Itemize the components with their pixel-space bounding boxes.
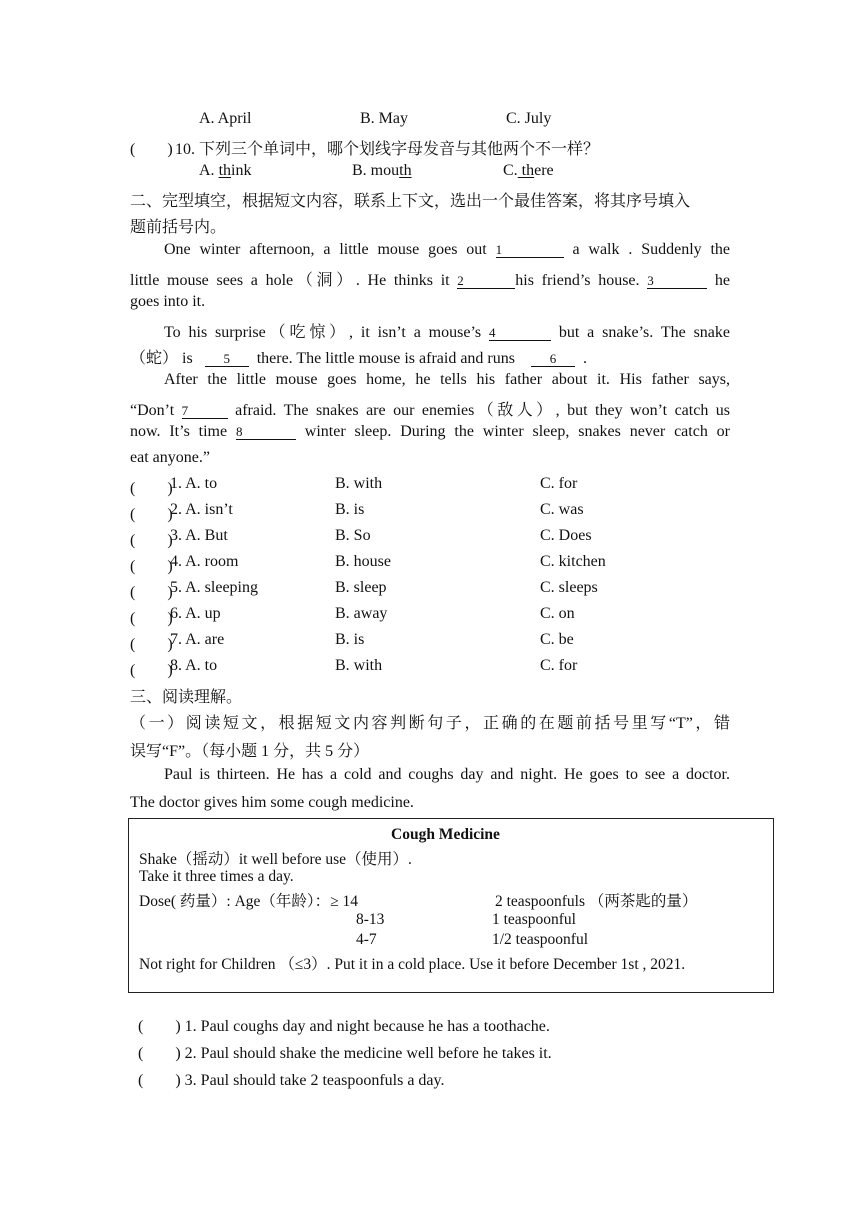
option-row <box>0 605 860 631</box>
passage-text: but a snake’s. The snake <box>558 324 731 341</box>
medicine-dose-adult: 2 teaspoonfuls （两茶匙的量） <box>495 893 698 910</box>
q10-option-c-rest: ere <box>534 162 554 179</box>
option-row <box>0 657 860 683</box>
q10-option-b-prefix: B. mou <box>352 162 400 179</box>
option-b: B. with <box>335 657 383 674</box>
q10-option-b <box>352 162 412 180</box>
option-c: C. kitchen <box>540 553 606 570</box>
blank-2: 2 <box>457 274 515 289</box>
answer-paren: ( ) <box>138 1072 181 1089</box>
q10-option-a-prefix: A. <box>199 162 219 179</box>
medicine-shake-line: Shake（摇动）it well before use（使用）. <box>139 851 412 868</box>
medicine-dose-label: Dose( 药量）: Age（年龄）：≥ 14 <box>139 893 359 910</box>
medicine-age-4-7: 4-7 <box>356 931 377 948</box>
passage-text: winter sleep. During the winter sleep, snakes never catch or <box>304 423 731 440</box>
passage-p1-line3: goes into it. <box>130 293 206 310</box>
blank-4: 4 <box>489 326 551 341</box>
option-row <box>0 631 860 657</box>
option-a: 1. A. to <box>170 475 218 492</box>
blank-3: 3 <box>647 274 707 289</box>
option-c: C. for <box>540 475 578 492</box>
blank-5: 5 <box>205 352 249 367</box>
passage-text: afraid. The snakes are our enemies（敌人）, but they won’t catch us <box>235 402 731 419</box>
option-row <box>0 475 860 501</box>
option-a: 7. A. are <box>170 631 225 648</box>
blank-1: 1 <box>496 243 564 258</box>
reading-intro-line2: The doctor gives him some cough medicine. <box>130 794 414 811</box>
section3-instruction-line1: （一）阅读短文，根据短文内容判断句子，正确的在题前括号里写“T”，错 <box>130 715 730 732</box>
medicine-warning-note: Not right for Children （≤3）. Put it in a cold place. Use it before December 1st , 2021. <box>139 956 686 973</box>
answer-paren: ( ) <box>138 1018 181 1035</box>
option-b: B. house <box>335 553 391 570</box>
passage-p2-line1 <box>164 319 730 342</box>
q10-option-a-rest: ink <box>231 162 252 179</box>
option-c: C. Does <box>540 527 592 544</box>
option-b: B. is <box>335 631 365 648</box>
passage-p3-line3 <box>130 423 730 441</box>
option-a: 5. A. sleeping <box>170 579 258 596</box>
option-c: C. be <box>540 631 574 648</box>
section3-instruction-line2: 误写“F”。（每小题 1 分，共 5 分） <box>130 743 370 760</box>
passage-text: （蛇） is <box>130 350 193 367</box>
option-b: B. with <box>335 475 383 492</box>
passage-p1-line2 <box>130 267 730 290</box>
medicine-frequency-line: Take it three times a day. <box>139 868 294 885</box>
passage-text: . <box>582 350 587 367</box>
passage-text: he <box>714 272 731 289</box>
option-a: 6. A. up <box>170 605 221 622</box>
passage-text: there. The little mouse is afraid and runs <box>256 350 515 367</box>
q10-option-c <box>503 162 554 180</box>
answer-paren: ( ) <box>130 584 173 601</box>
tf-question-text: 1. Paul coughs day and night because he has a toothache. <box>184 1018 550 1035</box>
passage-text: To his surprise（吃惊）, it isn’t a mouse’s <box>164 324 482 341</box>
q9-option-c: C. July <box>506 110 552 127</box>
option-c: C. was <box>540 501 584 518</box>
tf-question <box>138 1013 550 1036</box>
tf-question <box>138 1067 444 1090</box>
medicine-title: Cough Medicine <box>391 826 500 843</box>
option-b: B. away <box>335 605 388 622</box>
medicine-label-box <box>128 818 774 993</box>
answer-paren: ( ) <box>130 662 173 679</box>
option-c: C. sleeps <box>540 579 598 596</box>
passage-p1-line1 <box>164 241 730 259</box>
answer-paren: ( ) <box>130 636 173 653</box>
passage-text: “Don’t <box>130 402 175 419</box>
passage-p3-line1: After the little mouse goes home, he tells his father about it. His father says, <box>164 371 730 388</box>
passage-p2-line2 <box>130 345 730 368</box>
passage-p3-line4: eat anyone.” <box>130 449 210 466</box>
option-a: 3. A. But <box>170 527 228 544</box>
q9-option-b: B. May <box>360 110 408 127</box>
option-c: C. on <box>540 605 575 622</box>
q10-option-a <box>199 162 251 180</box>
answer-paren: ( ) <box>130 480 173 497</box>
blank-8: 8 <box>236 425 296 440</box>
option-a: 4. A. room <box>170 553 239 570</box>
medicine-dose-8-13: 1 teaspoonful <box>492 911 576 928</box>
option-row <box>0 501 860 527</box>
q10-stem: 10. 下列三个单词中，哪个划线字母发音与其他两个不一样？ <box>175 141 600 158</box>
option-a: 8. A. to <box>170 657 218 674</box>
passage-text: now. It’s time <box>130 423 228 440</box>
passage-p3-line2 <box>130 397 730 420</box>
blank-6: 6 <box>531 352 575 367</box>
option-b: B. is <box>335 501 365 518</box>
option-c: C. for <box>540 657 578 674</box>
q10-option-b-underlined: th <box>399 162 412 179</box>
tf-question <box>138 1040 552 1063</box>
q10-option-c-prefix: C. <box>503 162 518 179</box>
medicine-dose-4-7: 1/2 teaspoonful <box>492 931 588 948</box>
answer-paren: ( ) <box>138 1045 181 1062</box>
q9-option-a: A. April <box>199 110 252 127</box>
q10-option-c-underlined: th <box>517 162 535 179</box>
section2-heading-line1: 二、完型填空，根据短文内容，联系上下文，选出一个最佳答案，将其序号填入 <box>130 193 691 210</box>
option-row <box>0 579 860 605</box>
passage-text: his friend’s house. <box>515 272 640 289</box>
section2-heading-line2: 题前括号内。 <box>130 219 227 236</box>
q10-answer-paren: ( ) <box>130 141 173 158</box>
reading-intro-line1: Paul is thirteen. He has a cold and coughs day and night. He goes to see a doctor. <box>164 766 730 783</box>
option-row <box>0 527 860 553</box>
option-b: B. sleep <box>335 579 387 596</box>
passage-text: a walk . Suddenly the <box>572 241 731 258</box>
passage-text: little mouse sees a hole（洞）. He thinks it <box>130 272 450 289</box>
answer-paren: ( ) <box>130 506 173 523</box>
option-b: B. So <box>335 527 371 544</box>
tf-question-text: 2. Paul should shake the medicine well before he takes it. <box>184 1045 552 1062</box>
answer-paren: ( ) <box>130 610 173 627</box>
option-a: 2. A. isn’t <box>170 501 233 518</box>
q10-option-a-underlined: th <box>218 162 232 179</box>
passage-text: One winter afternoon, a little mouse goes out <box>164 241 487 258</box>
option-row <box>0 553 860 579</box>
answer-paren: ( ) <box>130 558 173 575</box>
tf-question-text: 3. Paul should take 2 teaspoonfuls a day. <box>184 1072 445 1089</box>
medicine-age-8-13: 8-13 <box>356 911 385 928</box>
section3-heading: 三、阅读理解。 <box>130 689 243 706</box>
answer-paren: ( ) <box>130 532 173 549</box>
blank-7: 7 <box>182 404 228 419</box>
